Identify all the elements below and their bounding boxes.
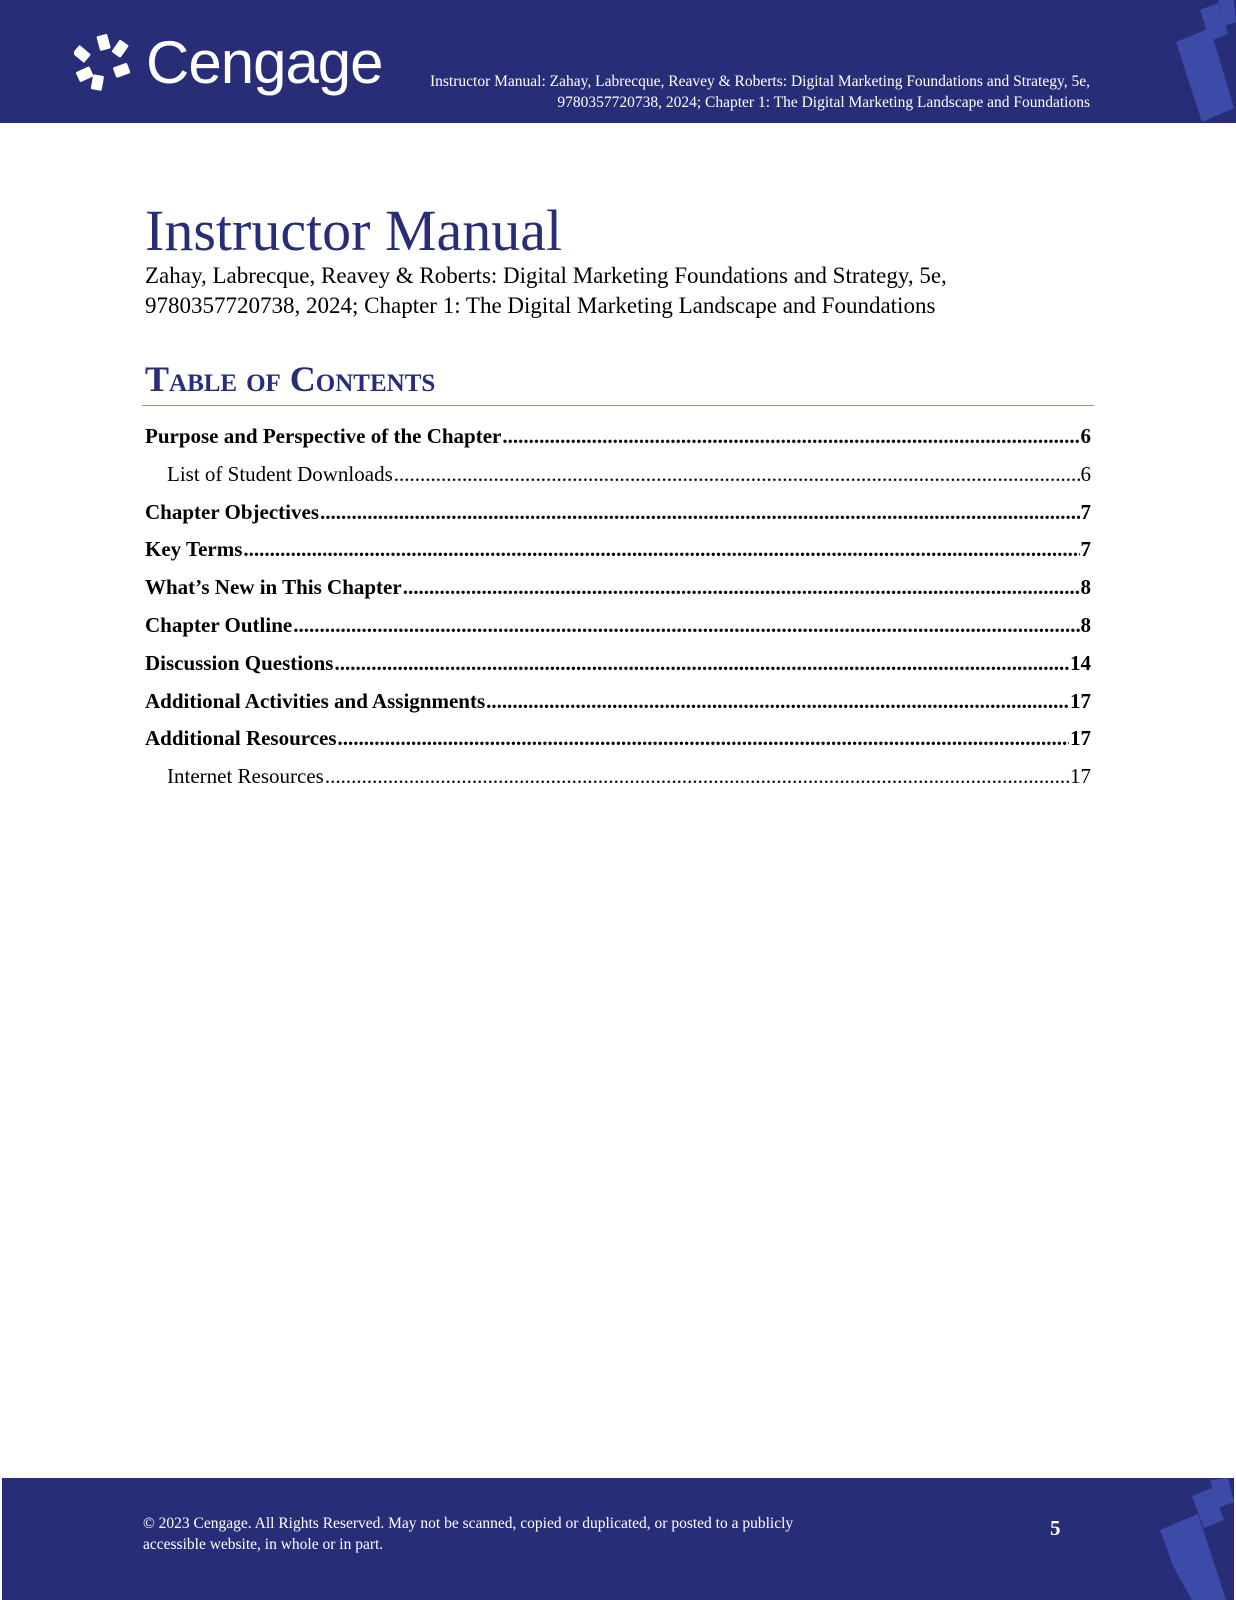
- toc-entry-additional-resources[interactable]: [145, 720, 1091, 758]
- toc-dot-leader: [334, 645, 1069, 683]
- toc-entry-discussion-questions[interactable]: [145, 645, 1091, 683]
- toc-entry-label: Discussion Questions: [145, 650, 334, 675]
- toc-dot-leader: [320, 494, 1080, 532]
- toc-dot-leader: [486, 683, 1069, 721]
- logo-wordmark: Cengage: [146, 29, 383, 96]
- toc-entry-page: 17: [1070, 726, 1091, 751]
- toc-entry-page: 14: [1070, 650, 1091, 675]
- toc-divider: [142, 405, 1094, 406]
- page-header: [0, 0, 1236, 123]
- toc-entry-label: Additional Resources: [145, 726, 337, 751]
- cengage-logo-mark-icon: [74, 33, 136, 93]
- toc-entry-page: 7: [1080, 499, 1091, 524]
- footer-copyright: © 2023 Cengage. All Rights Reserved. May not be scanned, copied or duplicated, or posted to a publicly accessible website, in whole or in part.: [143, 1515, 794, 1553]
- toc-entry-page: 7: [1080, 537, 1091, 562]
- toc-entry-label: What’s New in This Chapter: [145, 575, 402, 600]
- toc-dot-leader: [325, 758, 1069, 796]
- page-footer: [2, 1478, 1234, 1600]
- toc-heading: Table of Contents: [145, 359, 436, 399]
- cengage-logo: [74, 29, 383, 96]
- document-title: Instructor Manual: [145, 198, 563, 263]
- footer-corner-decoration-icon: [1152, 1478, 1234, 1600]
- toc-entry-whats-new[interactable]: [145, 569, 1091, 607]
- toc-entry-key-terms[interactable]: [145, 531, 1091, 569]
- toc-entry-label: Chapter Objectives: [145, 499, 319, 524]
- footer-page-number: 5: [1050, 1516, 1061, 1540]
- toc-entry-page: 8: [1080, 612, 1091, 637]
- toc-entry-internet-resources[interactable]: [145, 758, 1091, 796]
- toc-entry-additional-activities[interactable]: [145, 683, 1091, 721]
- toc-entry-label: List of Student Downloads: [167, 461, 393, 486]
- document-subtitle: Zahay, Labrecque, Reavey & Roberts: Digital Marketing Foundations and Strategy, 5e, 9780357720738, 2024; Chapter 1: The Digital Marketing Landscape and Foundations: [145, 263, 947, 318]
- toc-dot-leader: [394, 456, 1080, 494]
- toc-entry-label: Key Terms: [145, 537, 243, 562]
- header-caption: Instructor Manual: Zahay, Labrecque, Reavey & Roberts: Digital Marketing Foundations and Strategy, 5e, 9780357720738, 2024; Chapter 1: The Digital Marketing Landscape and Foundations: [429, 73, 1090, 111]
- toc-entry-chapter-objectives[interactable]: [145, 494, 1091, 532]
- toc-dot-leader: [293, 607, 1079, 645]
- toc-entry-page: 17: [1070, 764, 1091, 789]
- toc-entry-purpose[interactable]: [145, 418, 1091, 456]
- toc-dot-leader: [502, 418, 1079, 456]
- toc-dot-leader: [403, 569, 1080, 607]
- toc-entry-label: Purpose and Perspective of the Chapter: [145, 424, 502, 448]
- toc-entry-page: 8: [1080, 575, 1091, 600]
- toc-entry-page: 17: [1070, 688, 1091, 713]
- toc-dot-leader: [243, 531, 1079, 569]
- table-of-contents: [145, 418, 1091, 796]
- toc-entry-chapter-outline[interactable]: [145, 607, 1091, 645]
- toc-entry-label: Additional Activities and Assignments: [145, 688, 486, 713]
- toc-entry-page: 6: [1080, 424, 1091, 448]
- toc-entry-student-downloads[interactable]: [145, 456, 1091, 494]
- toc-entry-label: Chapter Outline: [145, 612, 293, 637]
- toc-entry-label: Internet Resources: [167, 764, 324, 789]
- toc-entry-page: 6: [1080, 461, 1091, 486]
- toc-dot-leader: [338, 720, 1069, 758]
- corner-decoration-icon: [1166, 0, 1236, 123]
